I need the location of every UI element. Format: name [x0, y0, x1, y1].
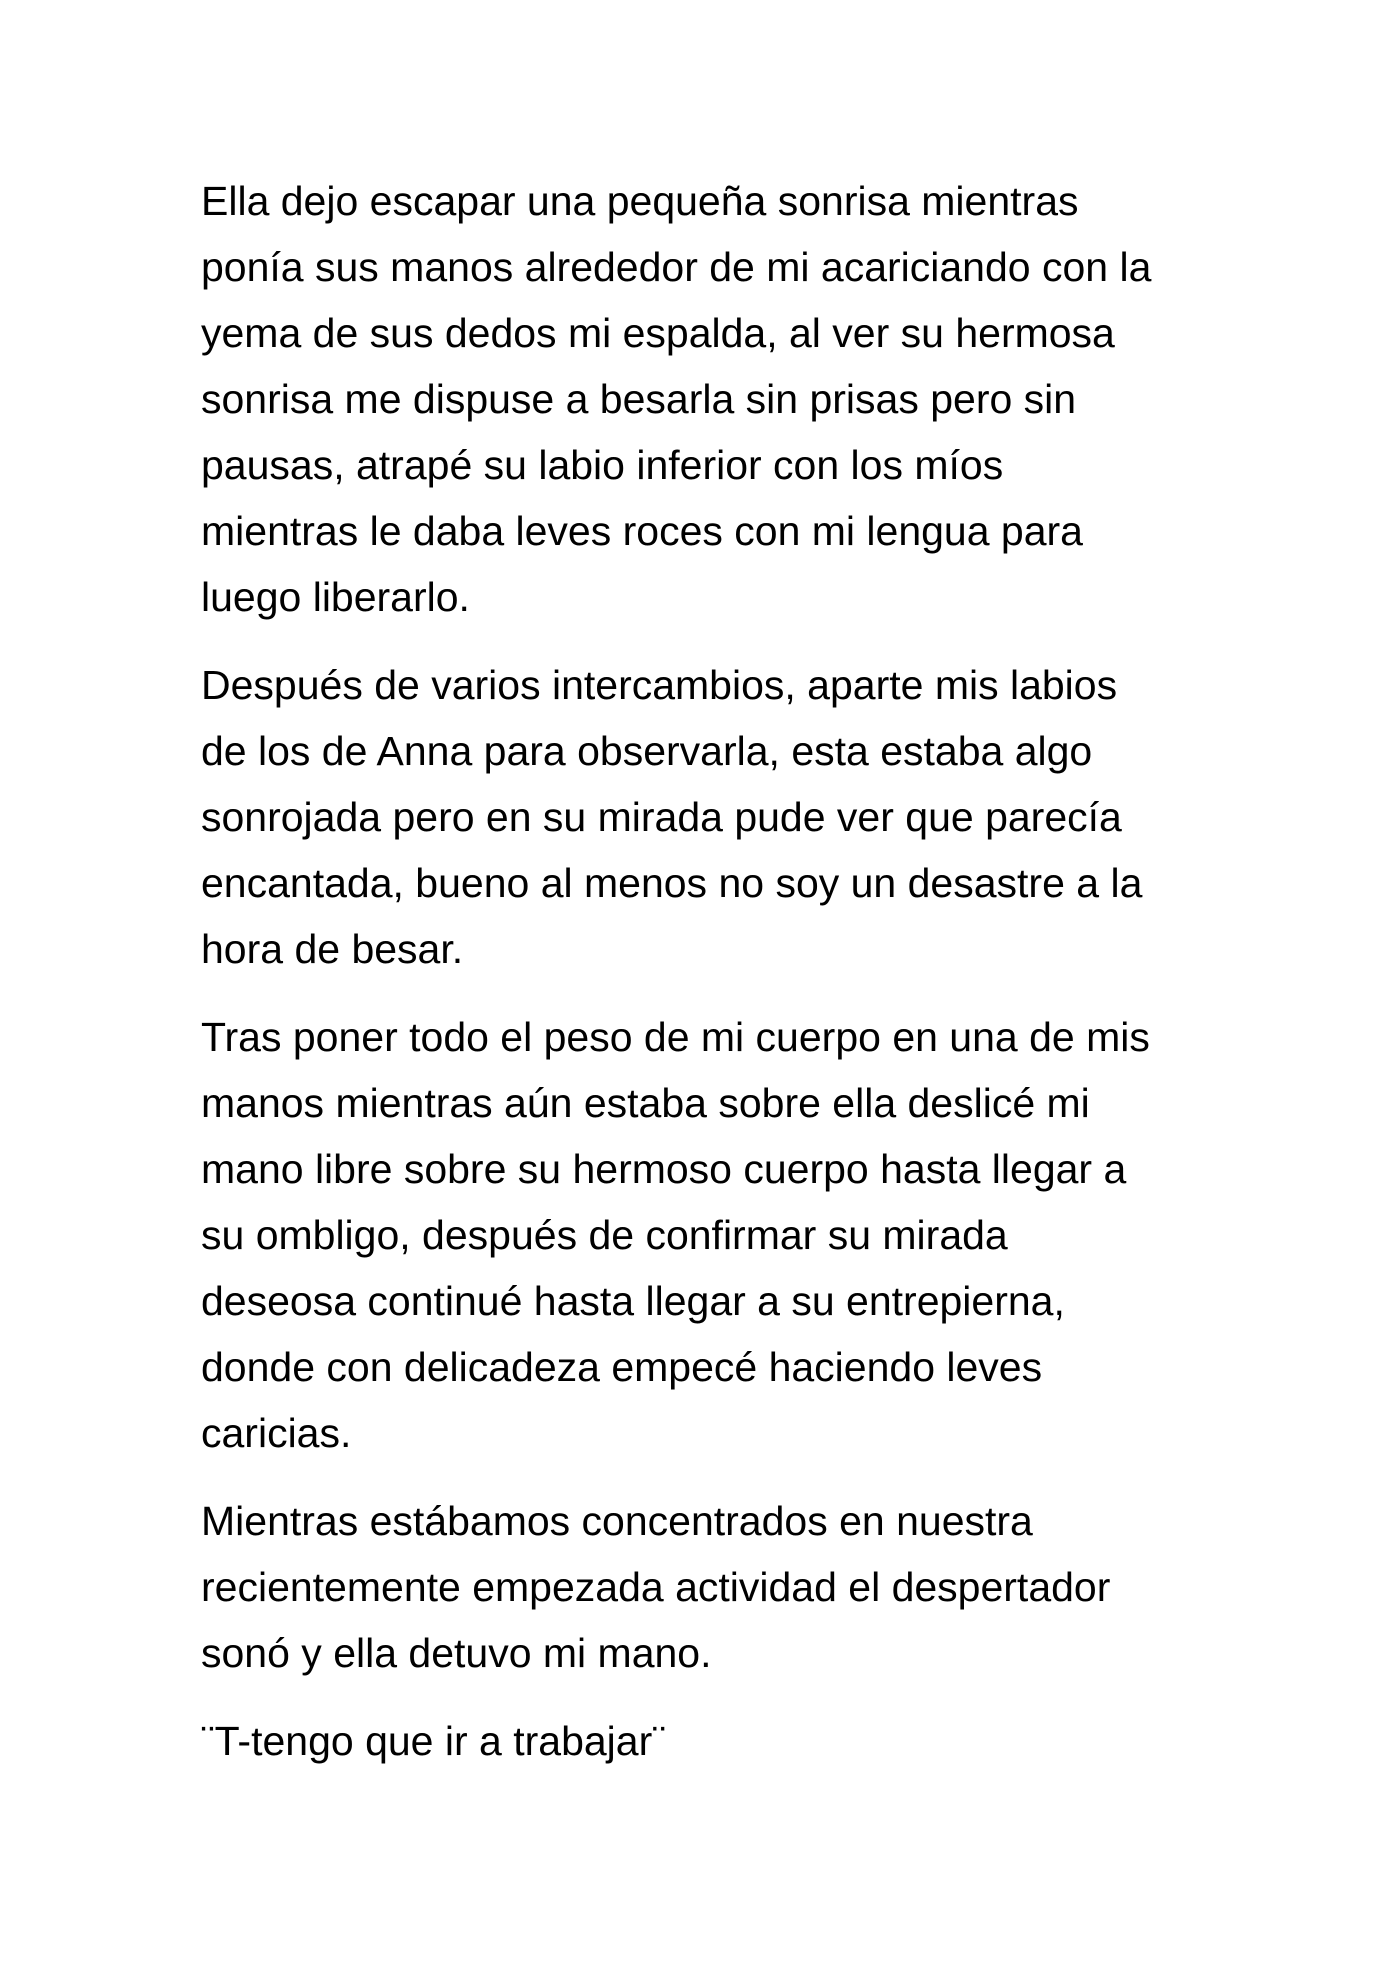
text-line: su ombligo, después de confirmar su mirada	[201, 1212, 1008, 1258]
text-line: caricias.	[201, 1410, 352, 1456]
text-line: mano libre sobre su hermoso cuerpo hasta llegar a	[201, 1146, 1127, 1192]
paragraph-4	[201, 1488, 1201, 1686]
text-line: deseosa continué hasta llegar a su entrepierna,	[201, 1278, 1065, 1324]
text-line: donde con delicadeza empecé haciendo leves	[201, 1344, 1043, 1390]
text-line: Mientras estábamos concentrados en nuestra	[201, 1498, 1033, 1544]
text-line: yema de sus dedos mi espalda, al ver su hermosa	[201, 310, 1115, 356]
text-line: Tras poner todo el peso de mi cuerpo en una de mis	[201, 1014, 1150, 1060]
text-line: luego liberarlo.	[201, 574, 470, 620]
text-line: mientras le daba leves roces con mi lengua para	[201, 508, 1083, 554]
paragraph-1	[201, 168, 1201, 630]
text-line: Ella dejo escapar una pequeña sonrisa mientras	[201, 178, 1079, 224]
text-line: ¨T-tengo que ir a trabajar¨	[201, 1718, 666, 1764]
text-line: sonó y ella detuvo mi mano.	[201, 1630, 712, 1676]
text-line: sonrisa me dispuse a besarla sin prisas pero sin	[201, 376, 1077, 422]
text-line: encantada, bueno al menos no soy un desastre a la	[201, 860, 1143, 906]
text-line: Después de varios intercambios, aparte mis labios	[201, 662, 1118, 708]
text-line: de los de Anna para observarla, esta estaba algo	[201, 728, 1093, 774]
document-body	[201, 168, 1201, 1796]
text-line: manos mientras aún estaba sobre ella deslicé mi	[201, 1080, 1090, 1126]
text-line: recientemente empezada actividad el despertador	[201, 1564, 1111, 1610]
text-line: sonrojada pero en su mirada pude ver que parecía	[201, 794, 1122, 840]
text-line: hora de besar.	[201, 926, 464, 972]
text-line: ponía sus manos alrededor de mi acariciando con la	[201, 244, 1152, 290]
paragraph-5	[201, 1708, 1201, 1774]
text-line: pausas, atrapé su labio inferior con los míos	[201, 442, 1004, 488]
paragraph-3	[201, 1004, 1201, 1466]
paragraph-2	[201, 652, 1201, 982]
